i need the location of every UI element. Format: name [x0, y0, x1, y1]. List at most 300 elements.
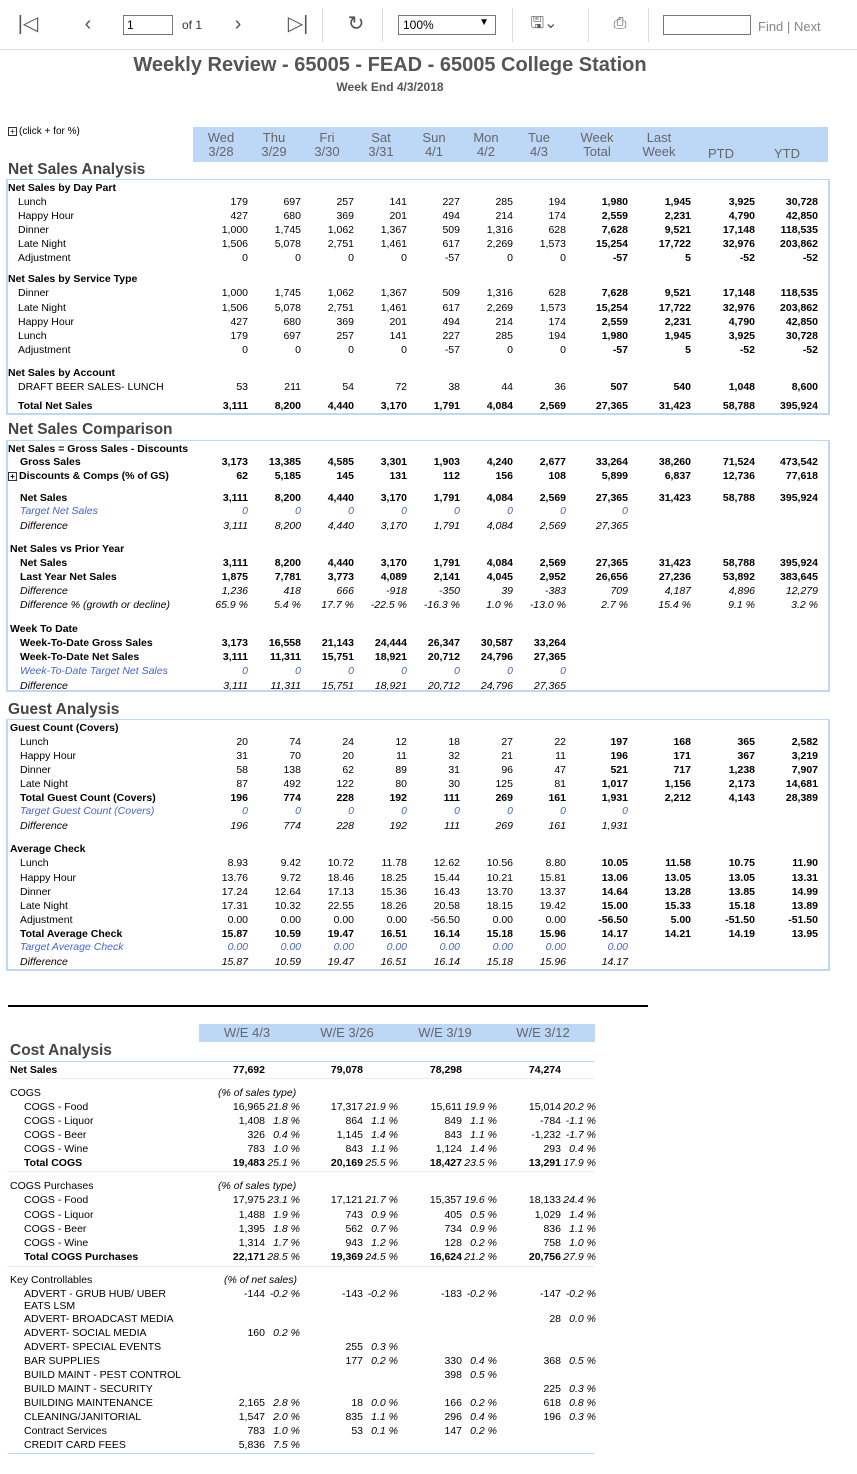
cell-value: 11 [396, 750, 407, 762]
cell-value: 47 [554, 764, 566, 776]
cell-value: -143 [341, 1288, 363, 1300]
cell-percent: 0.2 % [470, 1397, 497, 1409]
cell-value: 0 [454, 665, 460, 677]
cell-value: 30,587 [480, 637, 513, 649]
next-link[interactable]: Next [793, 19, 821, 34]
cell-value: 70 [289, 750, 301, 762]
cell-value: 4,440 [327, 492, 354, 504]
row-label: COGS - Food [24, 1194, 89, 1206]
cell-percent: 21.8 % [267, 1101, 300, 1113]
row-label: CLEANING/JANITORIAL [24, 1411, 142, 1423]
cell-value: 0 [507, 252, 513, 264]
section-divider [8, 1005, 648, 1007]
cell-value: 33,264 [533, 637, 566, 649]
cell-value: 15.96 [539, 928, 566, 940]
cell-percent: 0.5 % [569, 1355, 596, 1367]
cell-value: 145 [336, 470, 354, 482]
cell-value: 293 [543, 1143, 561, 1155]
cell-value: 147 [444, 1425, 462, 1437]
cell-value: 1,745 [274, 287, 301, 299]
table-row [0, 570, 857, 584]
cell-value: 14.21 [664, 928, 691, 940]
cell-value: 1,573 [539, 238, 566, 250]
cell-percent: 0.3 % [569, 1383, 596, 1395]
row-label: Total Average Check [20, 928, 123, 940]
cell-value: 20 [236, 736, 248, 748]
row-label: EATS LSM [24, 1300, 76, 1312]
cell-percent: 19.9 % [464, 1101, 497, 1113]
row-label: Week-To-Date Net Sales [20, 651, 140, 663]
row-label: Late Night [18, 302, 66, 314]
row-label: Lunch [18, 330, 47, 342]
cell-percent: 0.4 % [273, 1129, 300, 1141]
cell-value: 13.76 [221, 872, 248, 884]
cell-value: 395,924 [780, 400, 818, 412]
cell-value: 15.87 [221, 956, 248, 968]
row-label: Last Year Net Sales [20, 571, 117, 583]
table-row [0, 819, 857, 833]
cell-value: 96 [501, 764, 513, 776]
cell-value: 774 [283, 792, 301, 804]
cell-percent: 28.5 % [267, 1251, 300, 1263]
cell-value: 0 [401, 344, 407, 356]
cost-row [0, 1179, 640, 1193]
cell-value: -147 [539, 1288, 561, 1300]
column-header: Mon 4/2 [473, 130, 499, 159]
cell-value: 33,264 [595, 456, 628, 468]
table-row [0, 856, 857, 870]
cost-row [0, 1354, 640, 1368]
cell-value: 1,875 [221, 571, 248, 583]
cell-value: 18.25 [380, 872, 407, 884]
cell-value: 368 [543, 1355, 561, 1367]
cell-value: 269 [495, 792, 513, 804]
find-link[interactable]: Find [758, 19, 784, 34]
expand-toggle[interactable] [8, 126, 80, 137]
cell-value: 8,200 [274, 520, 301, 532]
report-subtitle: Week End 4/3/2018 [336, 80, 444, 94]
cell-value: 8.93 [227, 857, 248, 869]
cell-value: 12.62 [433, 857, 460, 869]
row-label: Dinner [20, 886, 51, 898]
cell-value: 2,141 [433, 571, 460, 583]
cell-value: 0.00 [280, 914, 301, 926]
cell-value: 8,200 [274, 400, 301, 412]
cell-value: 7,628 [601, 224, 628, 236]
print-icon[interactable]: ⎙ [613, 15, 627, 32]
page-number-input[interactable]: 1 [123, 15, 173, 35]
zoom-select[interactable] [398, 15, 496, 35]
cell-value: 18.26 [380, 900, 407, 912]
cell-percent: 1.2 % [371, 1237, 398, 1249]
cell-value: 743 [345, 1209, 363, 1221]
cell-value: 36 [554, 381, 566, 393]
cell-value: 15,254 [595, 302, 628, 314]
cell-value: 27,365 [595, 400, 628, 412]
cell-value: 197 [610, 736, 628, 748]
percent-note: (% of sales type) [218, 1087, 297, 1099]
table-row [0, 286, 857, 300]
cell-value: 18,133 [528, 1194, 561, 1206]
cell-value: 4,045 [486, 571, 513, 583]
cell-value: 32 [448, 750, 460, 762]
cell-value: 843 [345, 1143, 363, 1155]
cell-percent: 0.2 % [470, 1425, 497, 1437]
page-count: of 1 [182, 18, 203, 32]
expand-label: (click + for %) [19, 126, 80, 137]
cell-percent: -0.2 % [565, 1288, 596, 1300]
cell-value: 3,111 [223, 520, 248, 532]
cell-value: 8,600 [791, 381, 818, 393]
cell-value: 17.13 [327, 886, 354, 898]
cell-value: 15.4 % [658, 599, 691, 611]
row-label: Week-To-Date Gross Sales [20, 637, 153, 649]
row-label: Happy Hour [20, 872, 77, 884]
cell-value: 74,274 [528, 1064, 561, 1076]
column-header: YTD [774, 146, 800, 161]
row-label: Dinner [18, 287, 49, 299]
row-label: Total COGS [24, 1157, 83, 1169]
cell-value: 734 [444, 1223, 462, 1235]
cell-value: 1,000 [221, 224, 248, 236]
column-header: Sat 3/31 [368, 130, 394, 159]
cell-value: 0 [454, 505, 460, 517]
cell-value: 10.05 [601, 857, 628, 869]
row-label: Difference [20, 956, 68, 968]
cell-value: 27,365 [533, 680, 566, 692]
row-label: ADVERT- BROADCAST MEDIA [24, 1313, 174, 1325]
cell-value: 9.72 [280, 872, 301, 884]
cell-value: 0 [295, 665, 301, 677]
table-row [0, 455, 857, 469]
cell-value: 16.51 [380, 928, 407, 940]
cell-value: 13.28 [664, 886, 691, 898]
cell-value: 9,521 [664, 287, 691, 299]
cell-value: 19,483 [232, 1157, 265, 1169]
cell-percent: 0.2 % [371, 1355, 398, 1367]
cell-percent: 0.9 % [470, 1223, 497, 1235]
cell-percent: 1.1 % [371, 1143, 398, 1155]
cell-value: 15,254 [595, 238, 628, 250]
table-row [0, 251, 857, 265]
cost-row [0, 1410, 640, 1424]
cell-value: 24,444 [374, 637, 407, 649]
cell-value: -13.0 % [529, 599, 566, 611]
cell-value: 1,062 [327, 224, 354, 236]
cell-value: 1,945 [664, 196, 691, 208]
report-toolbar [0, 0, 857, 50]
cell-value: 10.32 [274, 900, 301, 912]
table-row [0, 301, 857, 315]
cell-value: 87 [236, 778, 248, 790]
section-title-comparison: Net Sales Comparison [8, 421, 173, 438]
cell-value: 5,185 [274, 470, 301, 482]
cell-value: 3,219 [791, 750, 818, 762]
table-row [0, 913, 857, 927]
cell-value: 174 [548, 210, 566, 222]
cell-value: 203,862 [780, 238, 818, 250]
cell-value: 405 [444, 1209, 462, 1221]
cell-value: 58,788 [722, 557, 755, 569]
cell-value: 10.75 [728, 857, 755, 869]
row-label: COGS - Beer [24, 1223, 87, 1235]
row-label: Dinner [18, 224, 49, 236]
cell-value: -383 [544, 585, 566, 597]
cell-value: -51.50 [725, 914, 755, 926]
cell-value: 18,921 [374, 651, 407, 663]
cell-value: 2,231 [664, 316, 691, 328]
cell-value: 0.00 [386, 914, 407, 926]
cell-value: 16.14 [433, 956, 460, 968]
cell-value: 14,681 [785, 778, 818, 790]
cell-value: 19,369 [330, 1251, 363, 1263]
cell-value: 141 [389, 196, 407, 208]
cell-value: -350 [438, 585, 460, 597]
cell-value: 1,931 [601, 820, 628, 832]
cell-value: 1.0 % [486, 599, 513, 611]
table-row [0, 735, 857, 749]
section-title-cost: Cost Analysis [10, 1042, 112, 1059]
cell-percent: 25.1 % [267, 1157, 300, 1169]
cost-row [0, 1396, 640, 1410]
cell-value: -784 [539, 1115, 561, 1127]
table-row [0, 542, 857, 556]
cell-value: 11.78 [381, 857, 407, 869]
cell-percent: 24.5 % [365, 1251, 398, 1263]
next-page-icon[interactable]: › [234, 13, 242, 35]
cell-value: 17,317 [330, 1101, 363, 1113]
cell-value: -918 [385, 585, 407, 597]
row-label: Difference [20, 585, 68, 597]
cell-value: 1,408 [238, 1115, 265, 1127]
cell-value: 179 [230, 196, 248, 208]
cell-value: 28 [549, 1313, 561, 1325]
cell-percent: 0.8 % [569, 1397, 596, 1409]
table-row [0, 721, 857, 735]
cell-value: 0.00 [492, 914, 513, 926]
cell-value: -52 [802, 344, 818, 356]
cell-value: 843 [444, 1129, 462, 1141]
table-row [0, 491, 857, 505]
cell-value: 31,423 [658, 557, 691, 569]
cell-percent: 1.4 % [371, 1129, 398, 1141]
cell-value: 10.56 [486, 857, 513, 869]
cell-value: 177 [345, 1355, 363, 1367]
table-row [0, 791, 857, 805]
cell-value: 3,170 [380, 520, 407, 532]
cell-value: 2,559 [601, 210, 628, 222]
cell-value: 2,269 [486, 238, 513, 250]
cell-value: 4,896 [728, 585, 755, 597]
table-row [0, 315, 857, 329]
cell-value: 19.47 [327, 928, 354, 940]
cost-week-header: W/E 3/26 [320, 1025, 374, 1040]
cell-value: 44 [501, 381, 513, 393]
cell-value: 7,781 [274, 571, 301, 583]
cell-value: 174 [548, 316, 566, 328]
cell-value: 628 [548, 287, 566, 299]
find-links [758, 19, 821, 34]
plus-icon[interactable]: + [8, 472, 17, 481]
first-page-icon[interactable]: |◁ [17, 13, 39, 35]
previous-page-icon[interactable]: ‹ [84, 13, 92, 35]
table-row [0, 636, 857, 650]
cell-value: 4,790 [728, 210, 755, 222]
row-label: Difference [20, 520, 68, 532]
row-label: Adjustment [18, 344, 71, 356]
cell-value: 1,461 [380, 302, 407, 314]
cost-row [0, 1382, 640, 1396]
cost-row [0, 1368, 640, 1382]
cell-value: 15.44 [433, 872, 460, 884]
cell-value: 81 [554, 778, 566, 790]
cell-value: 5.4 % [274, 599, 301, 611]
cell-value: 227 [442, 330, 460, 342]
cell-value: 2,569 [539, 400, 566, 412]
cell-value: 427 [230, 316, 248, 328]
cell-value: 30 [448, 778, 460, 790]
row-label: COGS - Wine [24, 1143, 89, 1155]
cell-value: 509 [442, 287, 460, 299]
cell-value: 228 [336, 820, 354, 832]
cell-value: 53 [351, 1425, 363, 1437]
row-label: Week-To-Date Target Net Sales [20, 665, 168, 677]
cell-value: 160 [247, 1327, 265, 1339]
cell-value: 1,236 [221, 585, 248, 597]
cell-value: 16,558 [268, 637, 301, 649]
row-label: Adjustment [18, 252, 71, 264]
cell-value: 42,850 [785, 316, 818, 328]
cell-percent: 0.7 % [371, 1223, 398, 1235]
cell-value: 9,521 [664, 224, 691, 236]
cell-value: 20,712 [427, 651, 460, 663]
cell-value: 11.90 [792, 857, 818, 869]
table-row [0, 442, 857, 456]
cell-value: 2,559 [601, 316, 628, 328]
cell-value: 473,542 [780, 456, 818, 468]
table-row [0, 622, 857, 636]
row-label: ADVERT- SPECIAL EVENTS [24, 1341, 162, 1353]
cell-value: 14.17 [601, 956, 628, 968]
cell-percent: 1.0 % [273, 1143, 300, 1155]
table-row [0, 777, 857, 791]
cell-value: 194 [548, 196, 566, 208]
cell-value: 15.18 [486, 956, 513, 968]
cell-value: 125 [495, 778, 513, 790]
cell-value: 4,084 [486, 400, 513, 412]
cell-value: 13.06 [601, 872, 628, 884]
cell-value: 5,836 [238, 1439, 265, 1451]
cost-rule [8, 1171, 594, 1172]
cell-value: 0 [348, 344, 354, 356]
row-label: Dinner [20, 764, 51, 776]
cell-value: 1,488 [238, 1209, 265, 1221]
cell-value: 26,656 [595, 571, 628, 583]
row-label: ADVERT- SOCIAL MEDIA [24, 1327, 147, 1339]
cell-percent: 21.7 % [365, 1194, 398, 1206]
cell-value: 179 [230, 330, 248, 342]
cell-value: 15.18 [486, 928, 513, 940]
cell-value: 9.42 [280, 857, 301, 869]
row-label: Net Sales by Day Part [8, 182, 116, 194]
cell-value: 17.31 [221, 900, 248, 912]
cell-value: 79,078 [330, 1064, 363, 1076]
cell-value: 171 [673, 750, 691, 762]
row-label: Net Sales [20, 492, 68, 504]
cell-value: 4,084 [486, 492, 513, 504]
row-label: COGS [10, 1087, 41, 1099]
cell-value: 617 [442, 302, 460, 314]
row-label: CREDIT CARD FEES [24, 1439, 126, 1451]
cell-value: 28,389 [785, 792, 818, 804]
cell-value: 111 [444, 820, 460, 832]
cell-value: 1,980 [601, 196, 628, 208]
refresh-icon[interactable]: ↻ [347, 13, 365, 35]
cell-value: 80 [395, 778, 407, 790]
cell-percent: 1.4 % [470, 1143, 497, 1155]
row-label: BAR SUPPLIES [24, 1355, 100, 1367]
cost-row [0, 1273, 640, 1287]
table-row [0, 469, 857, 483]
cell-value: 494 [442, 316, 460, 328]
cell-value: 3,925 [728, 330, 755, 342]
cell-value: 774 [283, 820, 301, 832]
row-label: Net Sales [20, 557, 68, 569]
row-label: Lunch [20, 857, 49, 869]
cell-value: 16.51 [380, 956, 407, 968]
cell-value: 10.21 [486, 872, 513, 884]
table-row [0, 664, 857, 678]
cell-value: 228 [336, 792, 354, 804]
cost-row [0, 1208, 640, 1222]
cell-value: 0.00 [227, 914, 248, 926]
export-icon[interactable]: 🖫⌄ [530, 15, 558, 32]
cell-value: 74 [289, 736, 301, 748]
cell-percent: -1.1 % [565, 1115, 596, 1127]
table-row [0, 237, 857, 251]
cell-value: 367 [737, 750, 755, 762]
cell-value: 17,722 [658, 238, 691, 250]
cell-value: 0.00 [333, 941, 354, 953]
cell-value: 15,751 [321, 651, 354, 663]
cell-value: 32,976 [722, 238, 755, 250]
cell-percent: 0.0 % [569, 1313, 596, 1325]
cell-value: 22 [554, 736, 566, 748]
cell-value: 1,367 [380, 287, 407, 299]
cell-value: 3,773 [327, 571, 354, 583]
cell-percent: 1.1 % [371, 1411, 398, 1423]
cell-value: 1,395 [238, 1223, 265, 1235]
cell-value: 31,423 [658, 492, 691, 504]
cell-value: -56.50 [598, 914, 628, 926]
cell-value: 11 [555, 750, 566, 762]
cell-value: 15,357 [429, 1194, 462, 1206]
cell-value: 131 [389, 470, 407, 482]
cell-percent: 7.5 % [273, 1439, 300, 1451]
cell-value: 17,121 [330, 1194, 363, 1206]
cell-value: 326 [247, 1129, 265, 1141]
cell-value: 618 [543, 1397, 561, 1409]
cell-value: 1,238 [728, 764, 755, 776]
last-page-icon[interactable]: ▷| [287, 13, 309, 35]
cell-value: 15.96 [539, 956, 566, 968]
cell-value: 8,200 [274, 492, 301, 504]
cell-value: 0 [622, 505, 628, 517]
cell-value: 27,365 [595, 557, 628, 569]
row-label: Net Sales = Gross Sales - Discounts [8, 443, 189, 455]
row-label: Lunch [18, 196, 47, 208]
find-input[interactable] [663, 15, 751, 35]
